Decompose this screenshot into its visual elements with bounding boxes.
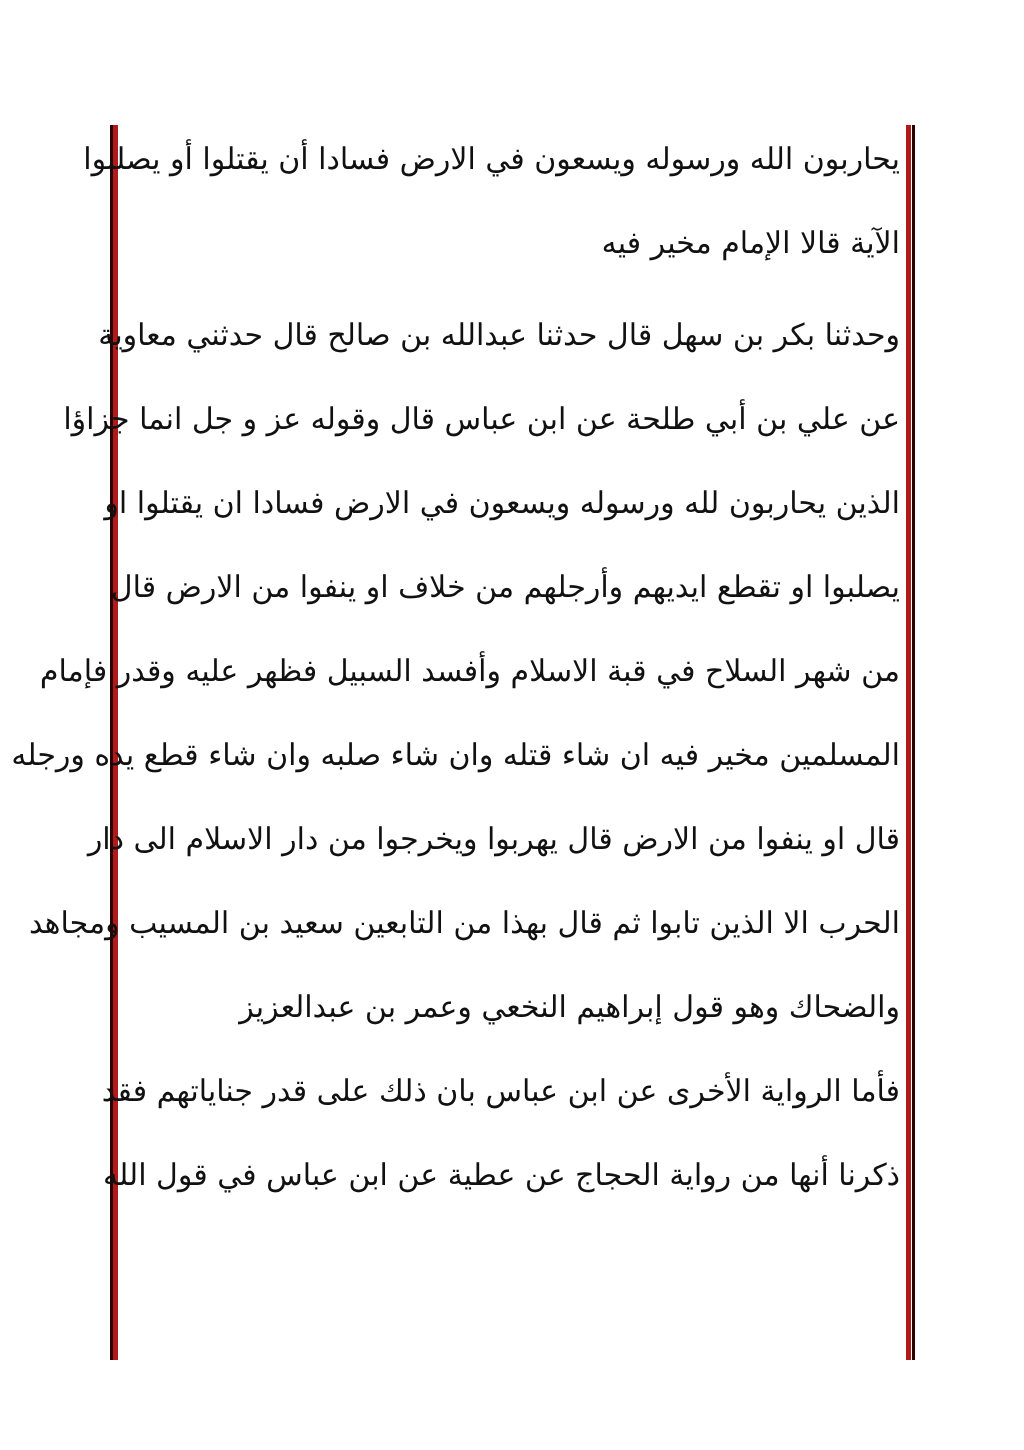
- page-border-right-inner: [906, 125, 911, 1360]
- text-line-7: من شهر السلاح في قبة الاسلام وأفسد السبيل فظهر عليه وقدر فإمام: [39, 654, 900, 689]
- text-line-12: فأما الرواية الأخرى عن ابن عباس بان ذلك على قدر جناياتهم فقد: [101, 1074, 900, 1109]
- text-line-10: الحرب الا الذين تابوا ثم قال بهذا من التابعين سعيد بن المسيب ومجاهد: [28, 906, 900, 941]
- text-line-8: المسلمين مخير فيه ان شاء قتله وان شاء صلبه وان شاء قطع يده ورجله: [11, 738, 900, 773]
- text-line-5: الذين يحاربون لله ورسوله ويسعون في الارض فسادا ان يقتلوا او: [104, 486, 900, 521]
- text-line-13: ذكرنا أنها من رواية الحجاج عن عطية عن ابن عباس في قول الله: [103, 1158, 900, 1193]
- text-line-9: قال او ينفوا من الارض قال يهربوا ويخرجوا من دار الاسلام الى دار: [87, 822, 900, 857]
- text-line-6: يصلبوا او تقطع ايديهم وأرجلهم من خلاف او ينفوا من الارض قال: [110, 570, 900, 605]
- text-line-2: الآية قالا الإمام مخير فيه: [601, 226, 900, 261]
- page-border-right-outer: [912, 125, 915, 1360]
- text-line-4: عن علي بن أبي طلحة عن ابن عباس قال وقوله عز و جل انما جزاؤا: [63, 402, 900, 437]
- text-line-1: يحاربون الله ورسوله ويسعون في الارض فسادا أن يقتلوا أو يصلبوا: [83, 142, 900, 177]
- text-line-3: وحدثنا بكر بن سهل قال حدثنا عبدالله بن صالح قال حدثني معاوية: [98, 318, 900, 353]
- paragraph-gap: [122, 286, 900, 294]
- document-text: [11, 118, 900, 1218]
- text-line-11: والضحاك وهو قول إبراهيم النخعي وعمر بن عبدالعزيز: [239, 990, 900, 1025]
